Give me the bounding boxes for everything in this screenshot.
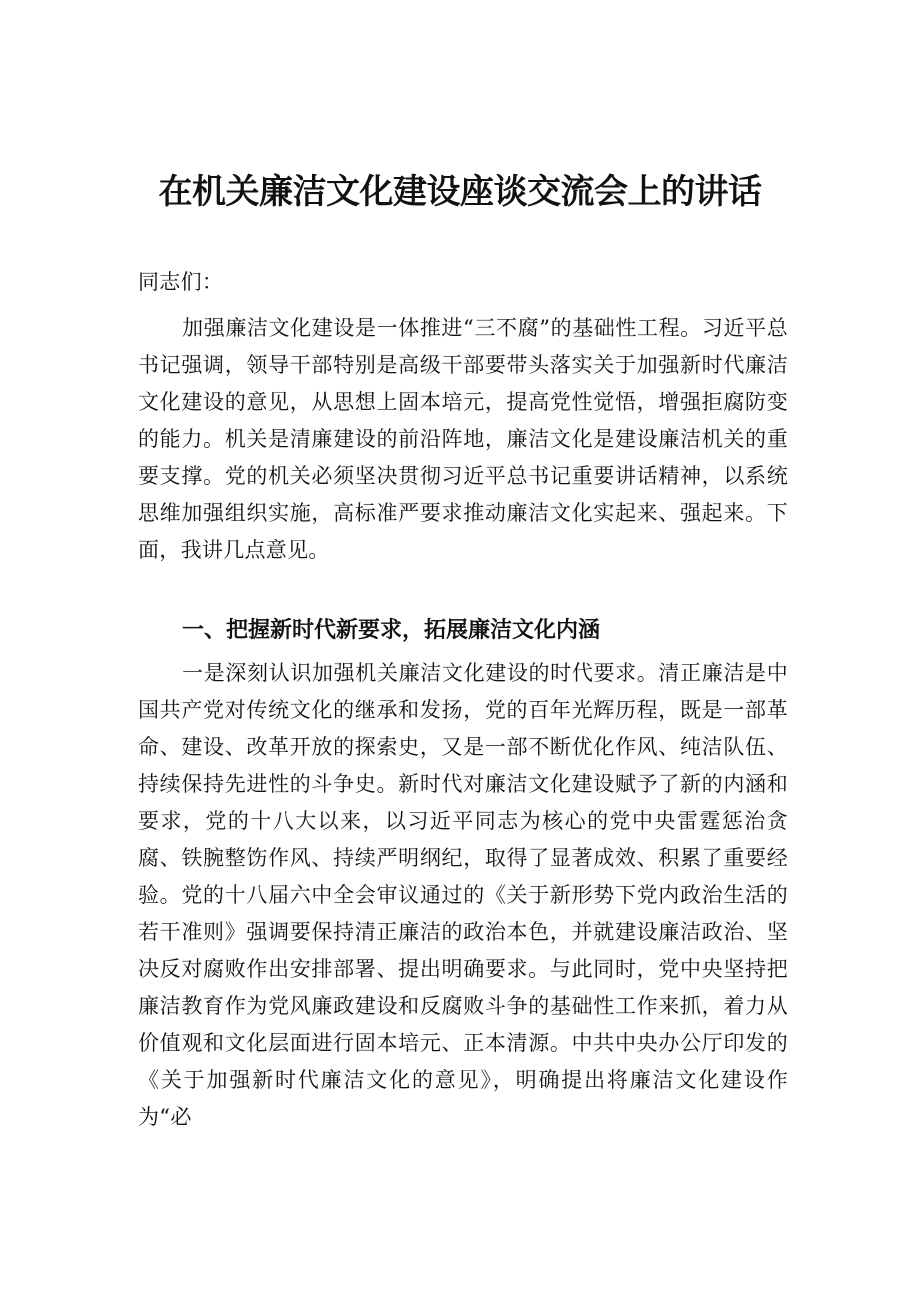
paragraph-intro: 加强廉洁文化建设是一体推进“三不腐”的基础性工程。习近平总书记强调，领导干部特别是高级干部要带头落实关于加强新时代廉洁文化建设的意见，从思想上固本培元，提高党性觉悟，增强拒腐防变的能力。机关是清廉建设的前沿阵地，廉洁文化是建设廉洁机关的重要支撑。党的机关必须坚决贯彻习近平总书记重要讲话精神，以系统思维加强组织实施，高标准严要求推动廉洁文化实起来、强起来。下面，我讲几点意见。 bbox=[138, 316, 788, 562]
salutation: 同志们： bbox=[138, 270, 224, 294]
paragraph-section-1: 一是深刻认识加强机关廉洁文化建设的时代要求。清正廉洁是中国共产党对传统文化的继承和发扬，党的百年光辉历程，既是一部革命、建设、改革开放的探索史，又是一部不断优化作风、纯洁队伍、持续保持先进性的斗争史。新时代对廉洁文化建设赋予了新的内涵和要求，党的十八大以来，以习近平同志为核心的党中央雷霆惩治贪腐、铁腕整饬作风、持续严明纲纪，取得了显著成效、积累了重要经验。党的十八届六中全会审议通过的《关于新形势下党内政治生活的若干准则》强调要保持清正廉洁的政治本色，并就建设廉洁政治、坚决反对腐败作出安排部署、提出明确要求。与此同时，党中央坚持把廉洁教育作为党风廉政建设和反腐败斗争的基础性工作来抓，着力从价值观和文化层面进行固本培元、正本清源。中共中央办公厅印发的《关于加强新时代廉洁文化的意见》，明确提出将廉洁文化建设作为“必 bbox=[138, 661, 788, 1129]
document-title: 在机关廉洁文化建设座谈交流会上的讲话 bbox=[158, 172, 762, 212]
section-heading-1: 一、把握新时代新要求，拓展廉洁文化内涵 bbox=[182, 618, 601, 643]
